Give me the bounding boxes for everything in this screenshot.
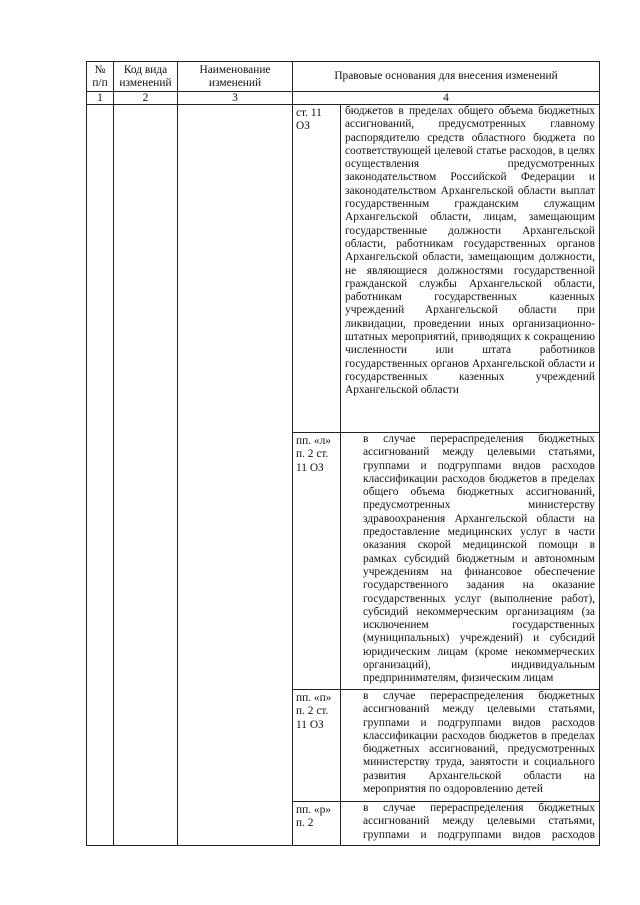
legal-basis-text [341,433,600,690]
legal-basis-paragraph: в случае перераспределения бюджетных ассигнований между целевыми статьями, группами и подгруппами видов расходов классификации расходов бюджетов в пределах общего объема бюджетных ассигнований, предусмотренных министерству здравоохранения Архангельской области на предоставление медицинских услуг в части оказания скорой медицинской помощи в рамках субсидий бюджетным и автономным учреждениям на финансовое обеспечение государственного задания на оказание государственных услуг (выполнение работ), субсидий некоммерческим организациям (за исключением государственных (муниципальных) учреждений) и субсидий юридическим лицам (кроме некоммерческих организаций), индивидуальным предпринимателям, физическим лицам [363,433,595,685]
header-number: № п/п [87,62,114,92]
legal-basis-text: бюджетов в пределах общего объема бюджетных ассигнований, предусмотренных главному распорядителю средств областного бюджета по соответствующей целевой статье расходов, в целях осуществления предусмотренных законодательством Российской Федерации и законодательством Архангельской области выплат государственным гражданским служащим Архангельской области, лицам, замещающим государственные должности Архангельской области, работникам государственных органов Архангельской области, замещающим должности, не являющиеся должностями государственной гражданской службы Архангельской области, работникам государственных казенных учреждений Архангельской области при ликвидации, проведении иных организационно-штатных мероприятий, приводящих к сокращению численности или штата работников государственных органов Архангельской области и государственных казенных учреждений Архангельской области [341,105,600,433]
legal-reference: пп. «р» п. 2 [293,802,341,846]
col-number-4: 4 [293,92,600,105]
col-number-2: 2 [114,92,178,105]
legal-basis-text [341,690,600,802]
table-row [87,105,600,433]
cell-change-code [114,105,178,846]
header-change-name: Наименование изменений [178,62,293,92]
legal-reference: пп. «п» п. 2 ст. 11 ОЗ [293,690,341,802]
col-number-1: 1 [87,92,114,105]
legal-changes-table [86,61,600,846]
header-legal-basis: Правовые основания для внесения изменений [293,62,600,92]
legal-basis-paragraph: в случае перераспределения бюджетных ассигнований между целевыми статьями, группами и подгруппами видов расходов классификации расходов бюджетов в пределах бюджетных ассигнований, предусмотренных министерству труда, занятости и социального развития Архангельской области на мероприятия по оздоровлению детей [363,690,595,796]
legal-basis-paragraph: в случае перераспределения бюджетных ассигнований между целевыми статьями, группами и подгруппами видов расходов [363,802,595,841]
col-number-3: 3 [178,92,293,105]
header-change-code: Код вида изменений [114,62,178,92]
legal-reference: ст. 11 ОЗ [293,105,341,433]
legal-basis-text [341,802,600,846]
legal-reference: пп. «л» п. 2 ст. 11 ОЗ [293,433,341,690]
cell-change-name [178,105,293,846]
cell-number [87,105,114,846]
